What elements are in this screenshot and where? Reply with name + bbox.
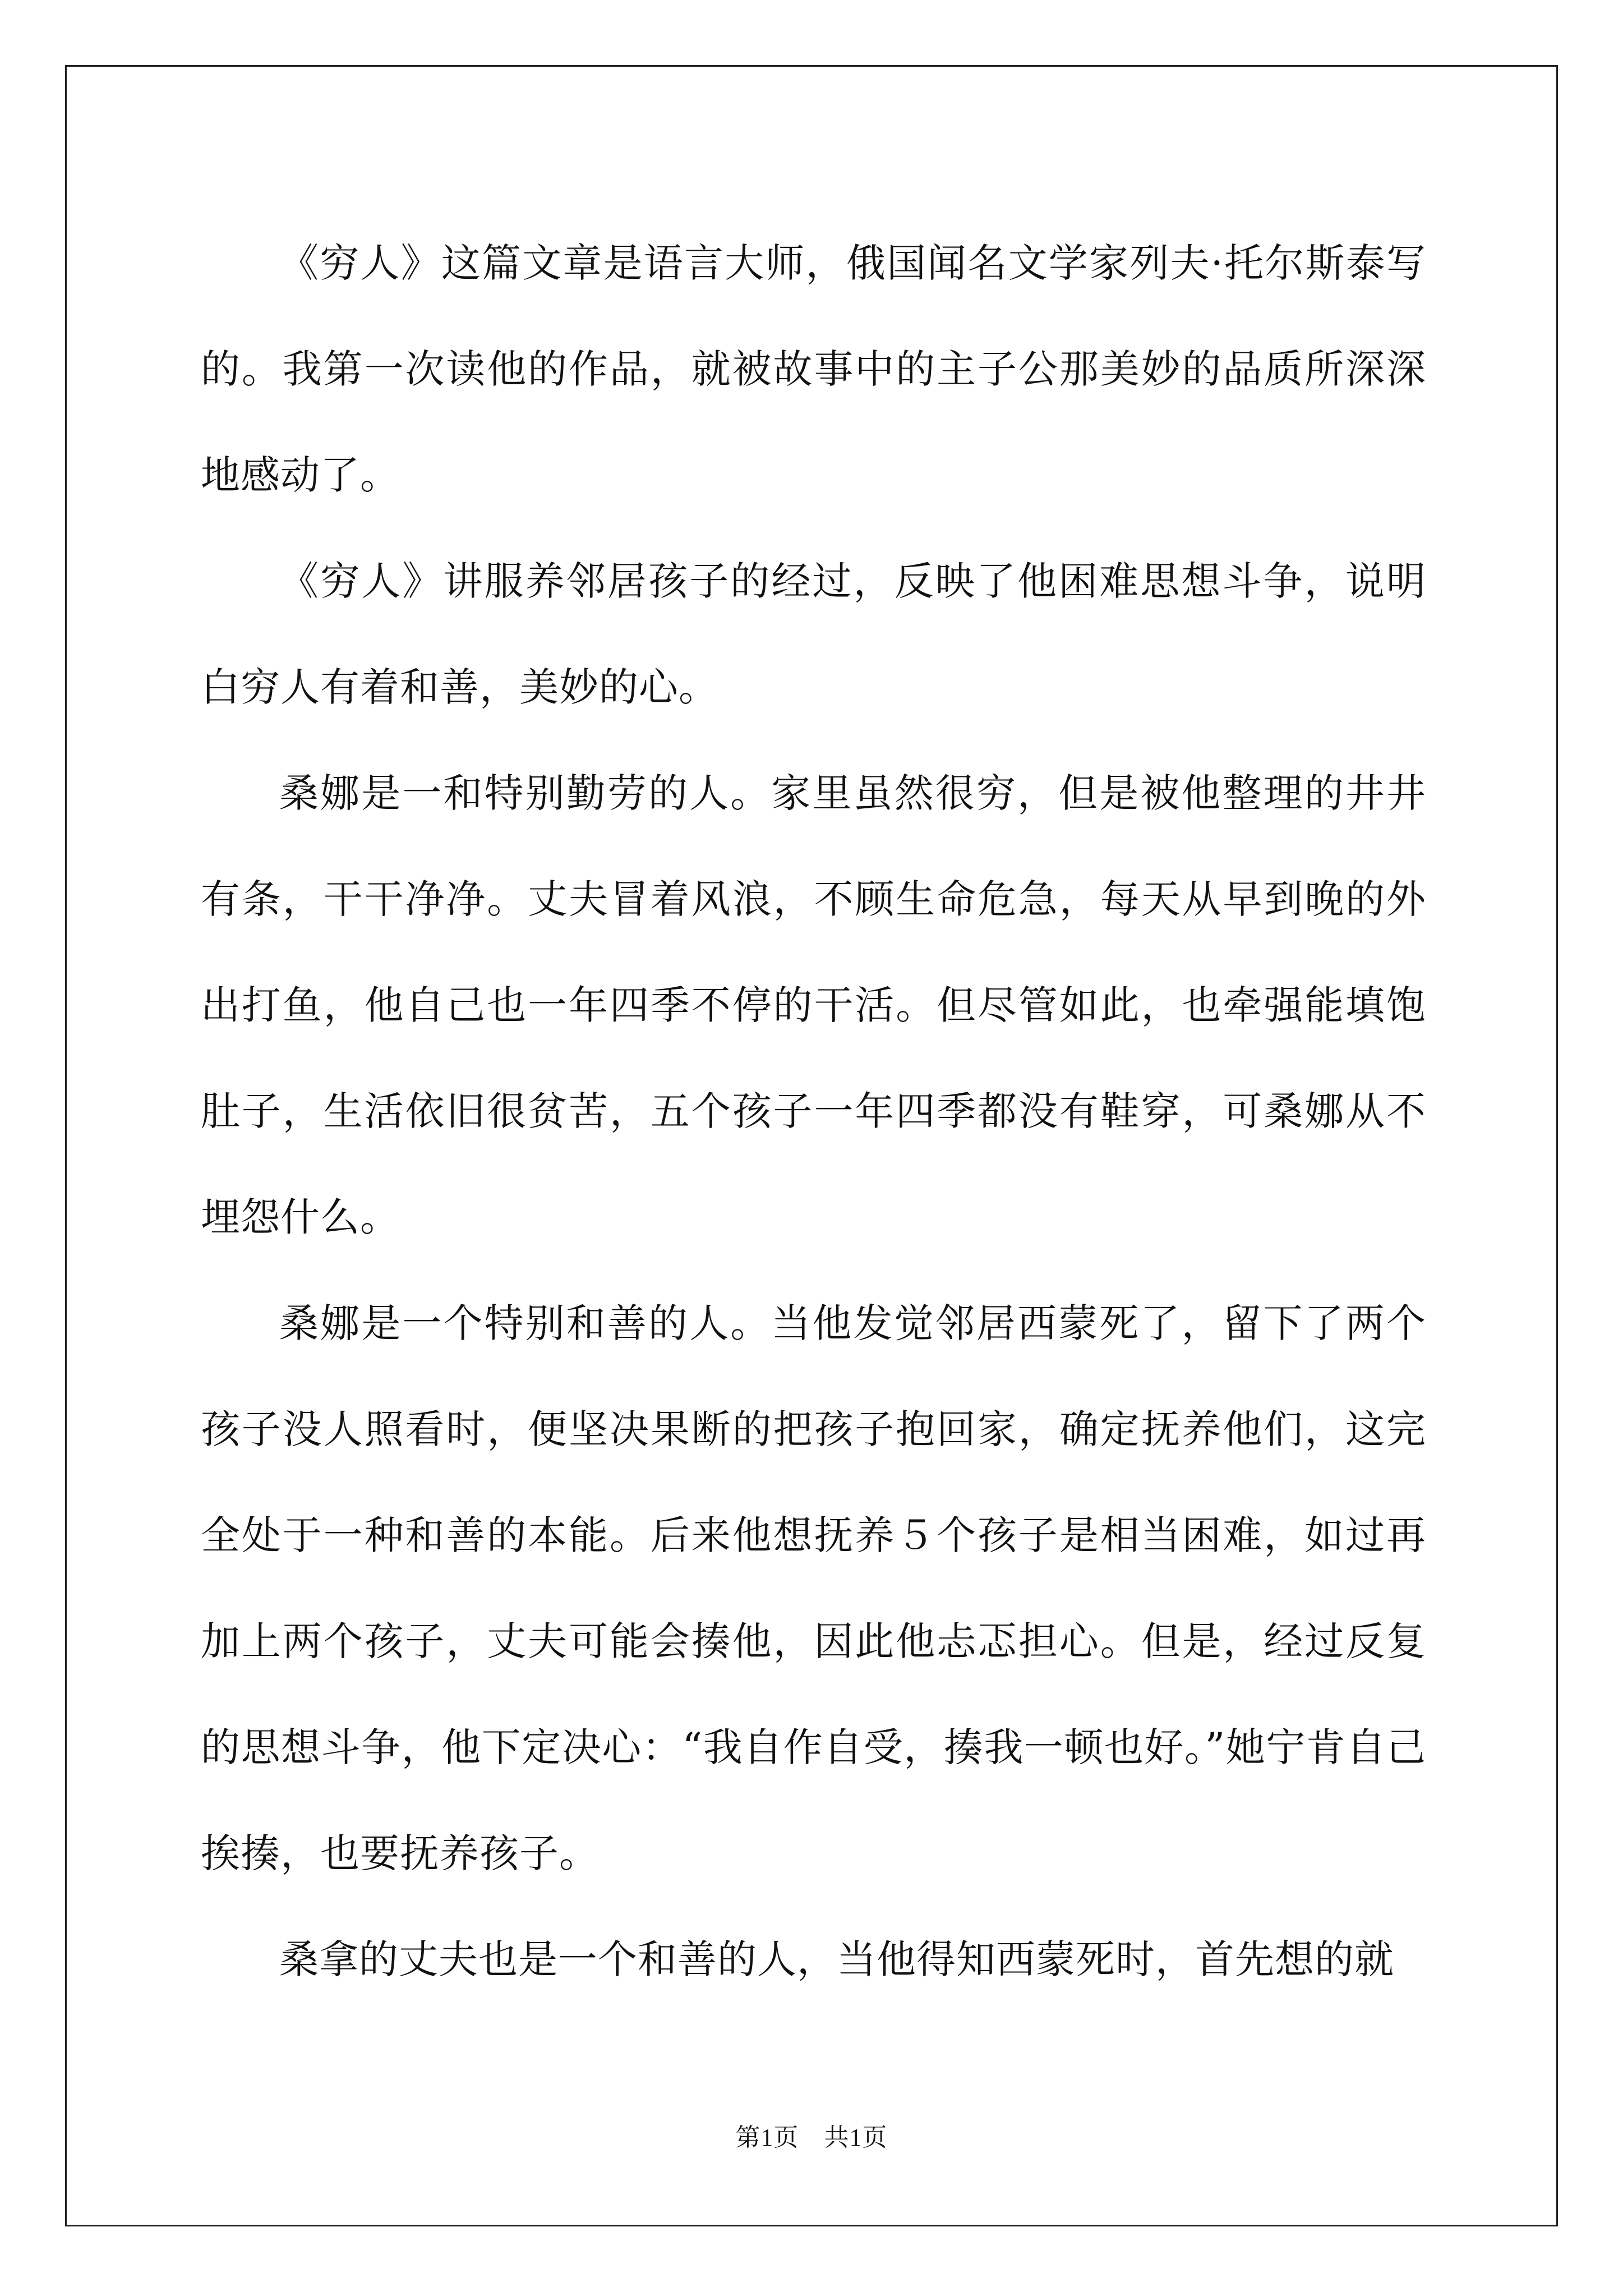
paragraph-4: 桑娜是一个特别和善的人。当他发觉邻居西蒙死了，留下了两个孩子没人照看时，便坚决果断的把孩子抱回家，确定抚养他们，这完全处于一种和善的本能。后来他想抚养５个孩子是相当困难，如过再加上两个孩子，丈夫可能会揍他，因此他忐忑担心。但是，经过反复的思想斗争，他下定决心：“我自作自受，揍我一顿也好。”她宁肯自己挨揍，也要抚养孩子。	[201, 1300, 1426, 1876]
paragraph-5: 桑拿的丈夫也是一个和善的人，当他得知西蒙死时，首先想的就	[279, 1936, 1394, 1982]
paragraph-1: 《穷人》这篇文章是语言大师，俄国闻名文学家列夫·托尔斯泰写的。我第一次读他的作品，就被故事中的主子公那美妙的品质所深深地感动了。	[201, 240, 1426, 498]
page-number-footer	[0, 2117, 1623, 2153]
document-body	[201, 210, 1426, 2013]
page-info: 第1页 共1页	[735, 2124, 888, 2151]
paragraph-2: 《穷人》讲服养邻居孩子的经过，反映了他困难思想斗争，说明白穷人有着和善，美妙的心。	[201, 558, 1426, 710]
paragraph-3: 桑娜是一和特别勤劳的人。家里虽然很穷，但是被他整理的井井有条，干干净净。丈夫冒着风浪，不顾生命危急，每天从早到晚的外出打鱼，他自己也一年四季不停的干活。但尽管如此，也牵强能填饱肚子，生活依旧很贫苦，五个孩子一年四季都没有鞋穿，可桑娜从不埋怨什么。	[201, 770, 1426, 1240]
